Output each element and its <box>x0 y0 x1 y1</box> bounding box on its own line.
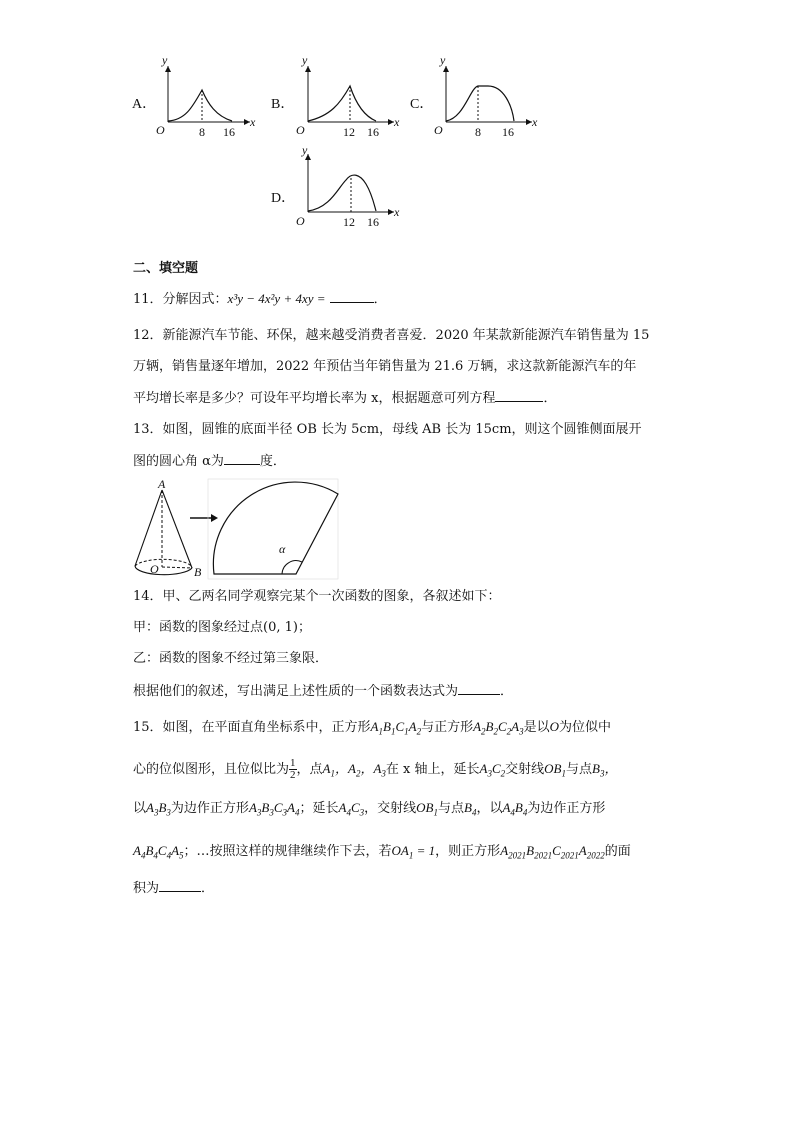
q15-text: 交射线 <box>505 762 545 777</box>
square-a1b1c1a2: $A_1B_1C_1A_2$ <box>370 719 422 737</box>
q15-line-5 <box>133 879 214 898</box>
x-axis-label: x <box>250 115 256 129</box>
y-axis-label: y <box>440 58 446 67</box>
q15-line-2 <box>133 758 617 783</box>
square-a3b3c3a4: $A_3B_3C_3A_4$ <box>248 800 300 818</box>
point-b4: $B_4$ <box>463 800 477 818</box>
square-a2b2c2a3: $A_2B_2C_2A_3$ <box>473 719 524 737</box>
q12-line-2: 万辆，销售量逐年增加，2022 年预估当年销售量为 21.6 万辆，求这款新能源汽车的年 <box>133 359 637 374</box>
q13-line-2-text: 图的圆心角 α为 <box>133 454 224 469</box>
q15-text: 在 x 轴上，延长 <box>385 762 480 777</box>
option-d-graph <box>290 148 405 238</box>
q11-end: ． <box>373 292 387 307</box>
tick-label: 8 <box>475 125 481 139</box>
q15-answer-blank[interactable] <box>159 879 201 892</box>
question-11 <box>133 290 387 309</box>
fraction-numerator: 1 <box>290 757 296 769</box>
point-b3: $B_3$， <box>592 761 618 779</box>
point-o-label: O <box>150 562 159 576</box>
q15-text: 积为 <box>133 881 160 896</box>
q14-end: ． <box>500 684 514 699</box>
q12-end: ． <box>543 391 557 406</box>
q15-text: ，以 <box>476 801 503 816</box>
q15-text: 为边作正方形 <box>170 801 249 816</box>
q14-line-4-text: 根据他们的叙述，写出满足上述性质的一个函数表达式为 <box>133 684 459 699</box>
q15-text: ；延长 <box>299 801 339 816</box>
section-title: 二、填空题 <box>133 261 199 276</box>
tick-label: 16 <box>367 125 379 139</box>
q15-text: 以 <box>133 801 147 816</box>
tick-label: 12 <box>343 125 355 139</box>
segment-a3c2: $A_3C_2$ <box>479 761 506 779</box>
q12-answer-blank[interactable] <box>495 389 543 402</box>
q12-line-1: 12．新能源汽车节能、环保，越来越受消费者喜爱．2020 年某款新能源汽车销售量为 15 <box>133 328 650 343</box>
q11-text: 11．分解因式： <box>133 292 228 307</box>
q13-line-2 <box>133 452 286 471</box>
q15-text: 为位似中 <box>559 720 612 735</box>
origin-label: O <box>296 214 305 228</box>
q15-end: ． <box>201 881 215 896</box>
q15-text: ，点 <box>296 762 323 777</box>
q15-text: 与点 <box>565 762 592 777</box>
q15-line-1 <box>133 718 611 741</box>
x-axis-label: x <box>394 205 400 219</box>
q12-line-3-text: 平均增长率是多少？可设年平均增长率为 x，根据题意可列方程 <box>133 391 496 406</box>
q15-line-3 <box>133 799 605 822</box>
x-axis-label: x <box>394 115 400 129</box>
ray-ob: $OB_1$ <box>416 800 438 818</box>
origin-label: O <box>434 123 443 137</box>
origin-label: O <box>156 123 165 137</box>
alpha-label: α <box>279 542 286 556</box>
option-c-graph <box>428 58 543 140</box>
q15-text: ，交射线 <box>364 801 417 816</box>
option-c-label: C． <box>410 97 434 112</box>
q11-expression: x³y − 4x²y + 4xy = <box>227 291 326 306</box>
segment-a3b3: $A_3B_3$ <box>146 800 171 818</box>
q14-line-1: 14．甲、乙两名同学观察完某个一次函数的图象，各叙述如下： <box>133 589 501 604</box>
q15-text: 是以 <box>523 720 550 735</box>
condition-oa1: $OA_1 = 1$ <box>391 843 436 861</box>
y-axis-label: y <box>162 58 168 67</box>
q14-line-4 <box>133 682 513 701</box>
ray-ob1: $OB_1$ <box>544 761 566 779</box>
square-a4b4c4a5: $A_4B_4C_4A_5$ <box>133 843 184 861</box>
y-axis-label: y <box>302 58 308 67</box>
q13-line-1: 13．如图，圆锥的底面半径 OB 长为 5cm，母线 AB 长为 15cm，则这个圆锥侧面展开 <box>133 422 642 437</box>
tick-label: 16 <box>367 215 379 229</box>
fraction-denominator: 2 <box>290 769 296 781</box>
q15-text: 15．如图，在平面直角坐标系中，正方形 <box>133 720 371 735</box>
q14-line-2: 甲：函数的图象经过点(0, 1)； <box>133 620 311 635</box>
option-b-label: B． <box>271 97 295 112</box>
q15-text: ，则正方形 <box>435 844 501 859</box>
tick-label: 16 <box>502 125 514 139</box>
option-b-graph <box>290 58 405 140</box>
q13-answer-blank[interactable] <box>224 452 260 465</box>
ratio-fraction <box>289 758 297 781</box>
tick-label: 8 <box>199 125 205 139</box>
q13-line-2-end: 度． <box>259 454 286 469</box>
x-axis-label: x <box>532 115 538 129</box>
q15-text: 心的位似图形，且位似比为 <box>133 762 290 777</box>
point-o: O <box>549 719 560 734</box>
q12-line-3 <box>133 389 556 408</box>
option-a-graph <box>150 58 260 140</box>
q14-line-3: 乙：函数的图象不经过第三象限． <box>133 651 329 666</box>
q11-answer-blank[interactable] <box>330 290 374 303</box>
cone-figure <box>128 476 340 582</box>
q15-text: 与点 <box>437 801 464 816</box>
point-b-label: B <box>194 565 202 579</box>
points-a1-a2-a3: $A_1$，$A_2$，$A_3$ <box>322 761 386 779</box>
option-d-label: D． <box>271 191 296 206</box>
y-axis-label: y <box>302 148 308 157</box>
origin-label: O <box>296 123 305 137</box>
option-a-label: A． <box>132 97 157 112</box>
q15-text: 的面 <box>604 844 631 859</box>
tick-label: 16 <box>223 125 235 139</box>
tick-label: 12 <box>343 215 355 229</box>
q15-text: 与正方形 <box>421 720 474 735</box>
segment-a4b4: $A_4B_4$ <box>502 800 528 818</box>
square-a2021: $A_{2021}B_{2021}C_{2021}A_{2022}$ <box>500 843 605 861</box>
q14-answer-blank[interactable] <box>458 682 500 695</box>
q15-text: ；…按照这样的规律继续作下去，若 <box>183 844 392 859</box>
segment-a4c3: $A_4C_3$ <box>338 800 365 818</box>
q15-line-4 <box>133 842 631 865</box>
point-a-label: A <box>158 477 166 491</box>
q15-text: 为边作正方形 <box>527 801 606 816</box>
